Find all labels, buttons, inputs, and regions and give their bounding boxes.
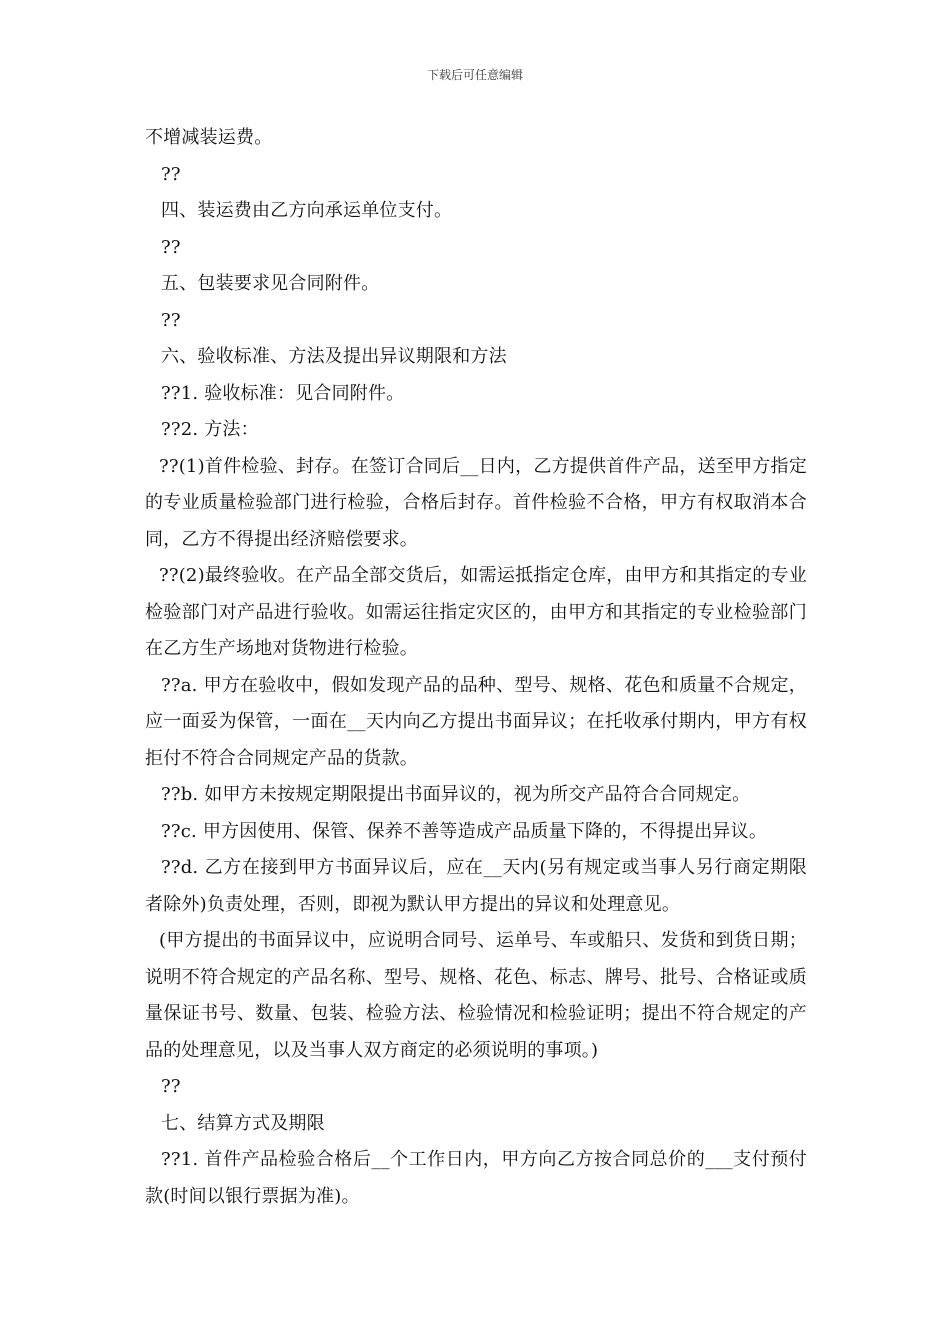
paragraph: ??1. 首件产品检验合格后__个工作日内，甲方向乙方按合同总价的___支付预付款(时间以银行票据为准)。 <box>145 1149 807 1207</box>
paragraph: ??b. 如甲方未按规定期限提出书面异议的，视为所交产品符合合同规定。 <box>161 784 751 805</box>
paragraph: (甲方提出的书面异议中，应说明合同号、运单号、车或船只、发货和到货日期；说明不符合规定的产品名称、型号、规格、花色、标志、牌号、批号、合格证或质量保证书号、数量、包装、检验方法、检验情况和检验证明；提出不符合规定的产品的处理意见，以及当事人双方商定的必须说明的事项。) <box>145 930 807 1061</box>
page-header: 下载后可任意编辑 <box>426 68 523 82</box>
paragraph: ??1. 验收标准：见合同附件。 <box>161 382 405 404</box>
paragraph: ?? <box>161 309 181 331</box>
paragraph: 不增减装运费。 <box>145 127 273 148</box>
paragraph: ??(1)首件检验、封存。在签订合同后__日内，乙方提供首件产品，送至甲方指定的专业质量检验部门进行检验，合格后封存。首件检验不合格，甲方有权取消本合同，乙方不得提出经济赔偿要求。 <box>145 455 807 550</box>
paragraph: ??2. 方法： <box>161 419 259 440</box>
paragraph: ??c. 甲方因使用、保管、保养不善等造成产品质量下降的，不得提出异议。 <box>161 820 768 842</box>
section-heading: 四、装运费由乙方向承运单位支付。 <box>161 200 453 221</box>
paragraph: ??a. 甲方在验收中，假如发现产品的品种、型号、规格、花色和质量不合规定，应一面妥为保管，一面在__天内向乙方提出书面异议；在托收承付期内，甲方有权拒付不符合合同规定产品的货款。 <box>145 674 807 769</box>
section-heading: 五、包装要求见合同附件。 <box>161 273 380 294</box>
paragraph: ?? <box>161 236 181 258</box>
paragraph: ?? <box>161 163 181 185</box>
paragraph: ??d. 乙方在接到甲方书面异议后，应在__天内(另有规定或当事人另行商定期限者除外)负责处理，否则，即视为默认甲方提出的异议和处理意见。 <box>145 857 807 915</box>
document-body <box>145 120 807 1215</box>
section-heading: 七、结算方式及期限 <box>161 1112 325 1134</box>
paragraph: ??(2)最终验收。在产品全部交货后，如需运抵指定仓库，由甲方和其指定的专业检验部门对产品进行验收。如需运往指定灾区的，由甲方和其指定的专业检验部门在乙方生产场地对货物进行检验。 <box>145 565 807 659</box>
paragraph: ?? <box>161 1076 181 1097</box>
section-heading: 六、验收标准、方法及提出异议期限和方法 <box>161 346 507 367</box>
